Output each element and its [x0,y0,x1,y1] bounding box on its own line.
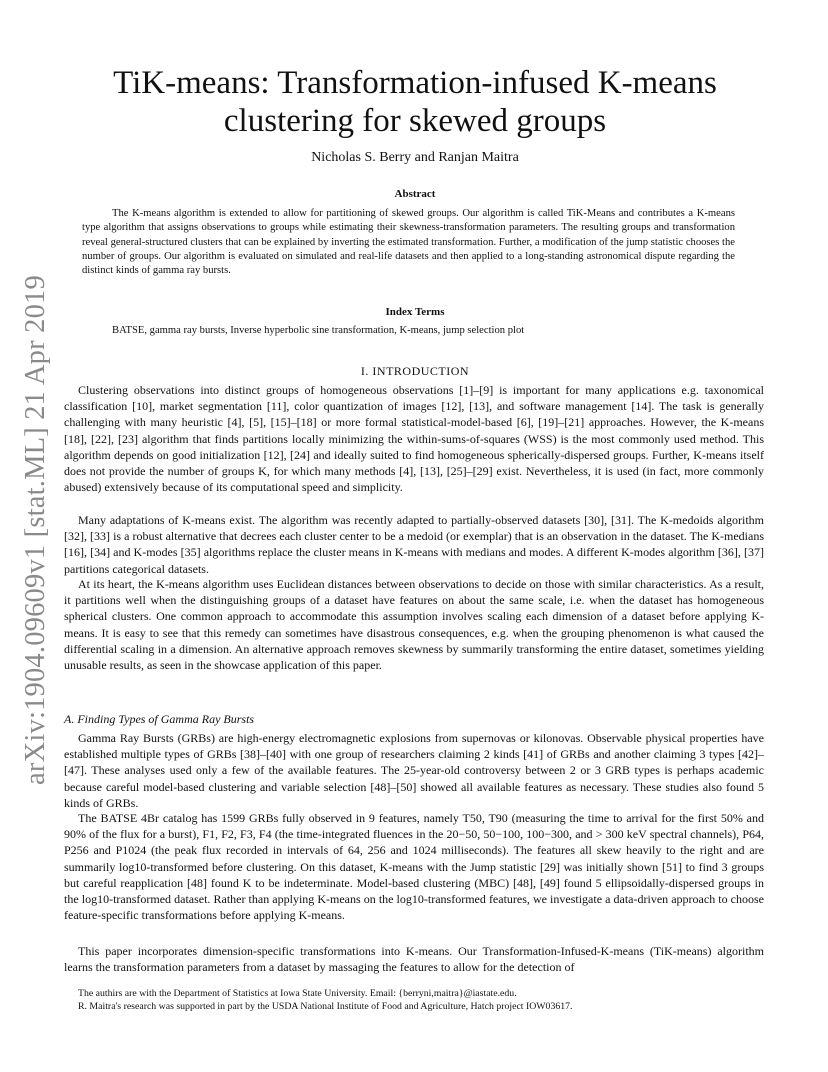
title-line-2: clustering for skewed groups [223,103,607,139]
index-terms-heading: Index Terms [385,306,445,318]
grb-paragraph-3: This paper incorporates dimension-specific transformations into K-means. Our Transformation-Infused-K-means (TiK-means) algorithm learns the transformation parameters from a dataset by massaging the features to allow for the detection of [64,944,764,975]
section-heading-introduction: I. INTRODUCTION [360,364,470,378]
footnote-funding: R. Maitra's research was supported in part by the USDA National Institute of Food and Agriculture, Hatch project IOW03617. [78,1000,573,1012]
paper-title [80,64,750,140]
index-terms: BATSE, gamma ray bursts, Inverse hyperbolic sine transformation, K-means, jump selection plot [112,325,525,336]
subsection-heading: A. Finding Types of Gamma Ray Bursts [64,712,255,726]
footnotes [64,988,764,1013]
title-line-1: TiK-means: Transformation-infused K-means [113,65,717,101]
intro-paragraph-3: At its heart, the K-means algorithm uses Euclidean distances between observations to decide on those with similar characteristics. As a result, it partitions well when the distinguishing groups of a dataset have features on about the same scale, i.e. when the dataset has homogeneous spherical clusters. One common approach to accommodate this assumption involves scaling each dimension of a dataset before applying K-means. It is easy to see that this remedy can sometimes have disastrous consequences, e.g. when the grouping phenomenon is what caused the differential scaling in a dimension. An alternative approach removes skewness by summarily transforming the entire dataset, sometimes yielding unusable results, as seen in the showcase application of this paper. [64,577,764,673]
abstract-text: The K-means algorithm is extended to allow for partitioning of skewed groups. Our algorithm is called TiK-Means and contributes a K-means type algorithm that assigns observations to groups while estimating their skewness-transformation parameters. The resulting groups and transformation reveal general-structured clusters that can be explained by inverting the estimated transformation. Further, a modification of the jump statistic chooses the number of groups. Our algorithm is evaluated on simulated and real-life datasets and then applied to a long-standing astronomical dispute regarding the distinct kinds of gamma ray bursts. [82,208,735,277]
intro-paragraph-2: Many adaptations of K-means exist. The algorithm was recently adapted to partially-observed datasets [30], [31]. The K-medoids algorithm [32], [33] is a robust alternative that decrees each cluster center to be a medoid (or exemplar) that is an observation in the dataset. The K-medians [16], [34] and K-modes [35] algorithms replace the cluster means in K-means with medians and modes. A different K-modes algorithm [36], [37] partitions categorical datasets. [64,513,764,576]
grb-paragraph-2: The BATSE 4Br catalog has 1599 GRBs fully observed in 9 features, namely T50, T90 (measuring the time to arrival for the first 50% and 90% of the flux for a burst), F1, F2, F3, F4 (the time-integrated fluences in the 20−50, 50−100, 100−300, and > 300 keV spectral channels), P64, P256 and P1024 (the peak flux recorded in intervals of 64, 256 and 1024 milliseconds). The features all skew heavily to the right and are summarily log10-transformed before clustering. On this dataset, K-means with the Jump statistic [29] was initially shown [51] to find 3 groups but careful reapplication [48] found K to be indeterminate. Model-based clustering (MBC) [48], [49] found 5 ellipsoidally-dispersed groups in the log10-transformed dataset. Rather than applying K-means on the log10-transformed features, we investigate a data-driven approach to choose feature-specific transformations before applying K-means. [64,811,764,923]
arxiv-identifier: arXiv:1904.09609v1 [stat.ML] 21 Apr 2019 [20,275,51,785]
authors: Nicholas S. Berry and Ranjan Maitra [311,150,519,165]
grb-paragraph-1: Gamma Ray Bursts (GRBs) are high-energy electromagnetic explosions from supernovas or kilonovas. Observable physical properties have established multiple types of GRBs [38]–[40] with one group of researchers claiming 2 kinds [41] of GRBs and another claiming 3 types [42]–[47]. These analyses used only a few of the available features. The 25-year-old controversy between 2 or 3 GRB types is perhaps academic because careful model-based clustering and variable selection [48]–[50] showed all available features as necessary. These studies also found 5 kinds of GRBs. [64,731,764,810]
abstract-heading: Abstract [394,188,436,200]
intro-paragraph-1: Clustering observations into distinct groups of homogeneous observations [1]–[9] is important for many applications e.g. taxonomical classification [10], market segmentation [11], color quantization of images [12], [13], and software management [14]. The task is generally challenging with many heuristic [4], [5], [15]–[18] or more formal statistical-model-based [6], [19]–[21] approaches. However, the K-means [18], [22], [23] algorithm that finds partitions locally minimizing the within-sums-of-squares (WSS) is the most commonly used method. This algorithm depends on good initialization [12], [24] and ideally suited to find homogeneous spherically-dispersed groups. Further, K-means itself does not provide the number of groups K, for which many methods [4], [13], [25]–[29] exist. Nevertheless, it is used (in fact, more commonly abused) extensively because of its computational speed and simplicity. [64,383,764,495]
footnote-affiliation: The authirs are with the Department of Statistics at Iowa State University. Email: {berryni,maitra}@iastate.edu. [78,988,517,999]
